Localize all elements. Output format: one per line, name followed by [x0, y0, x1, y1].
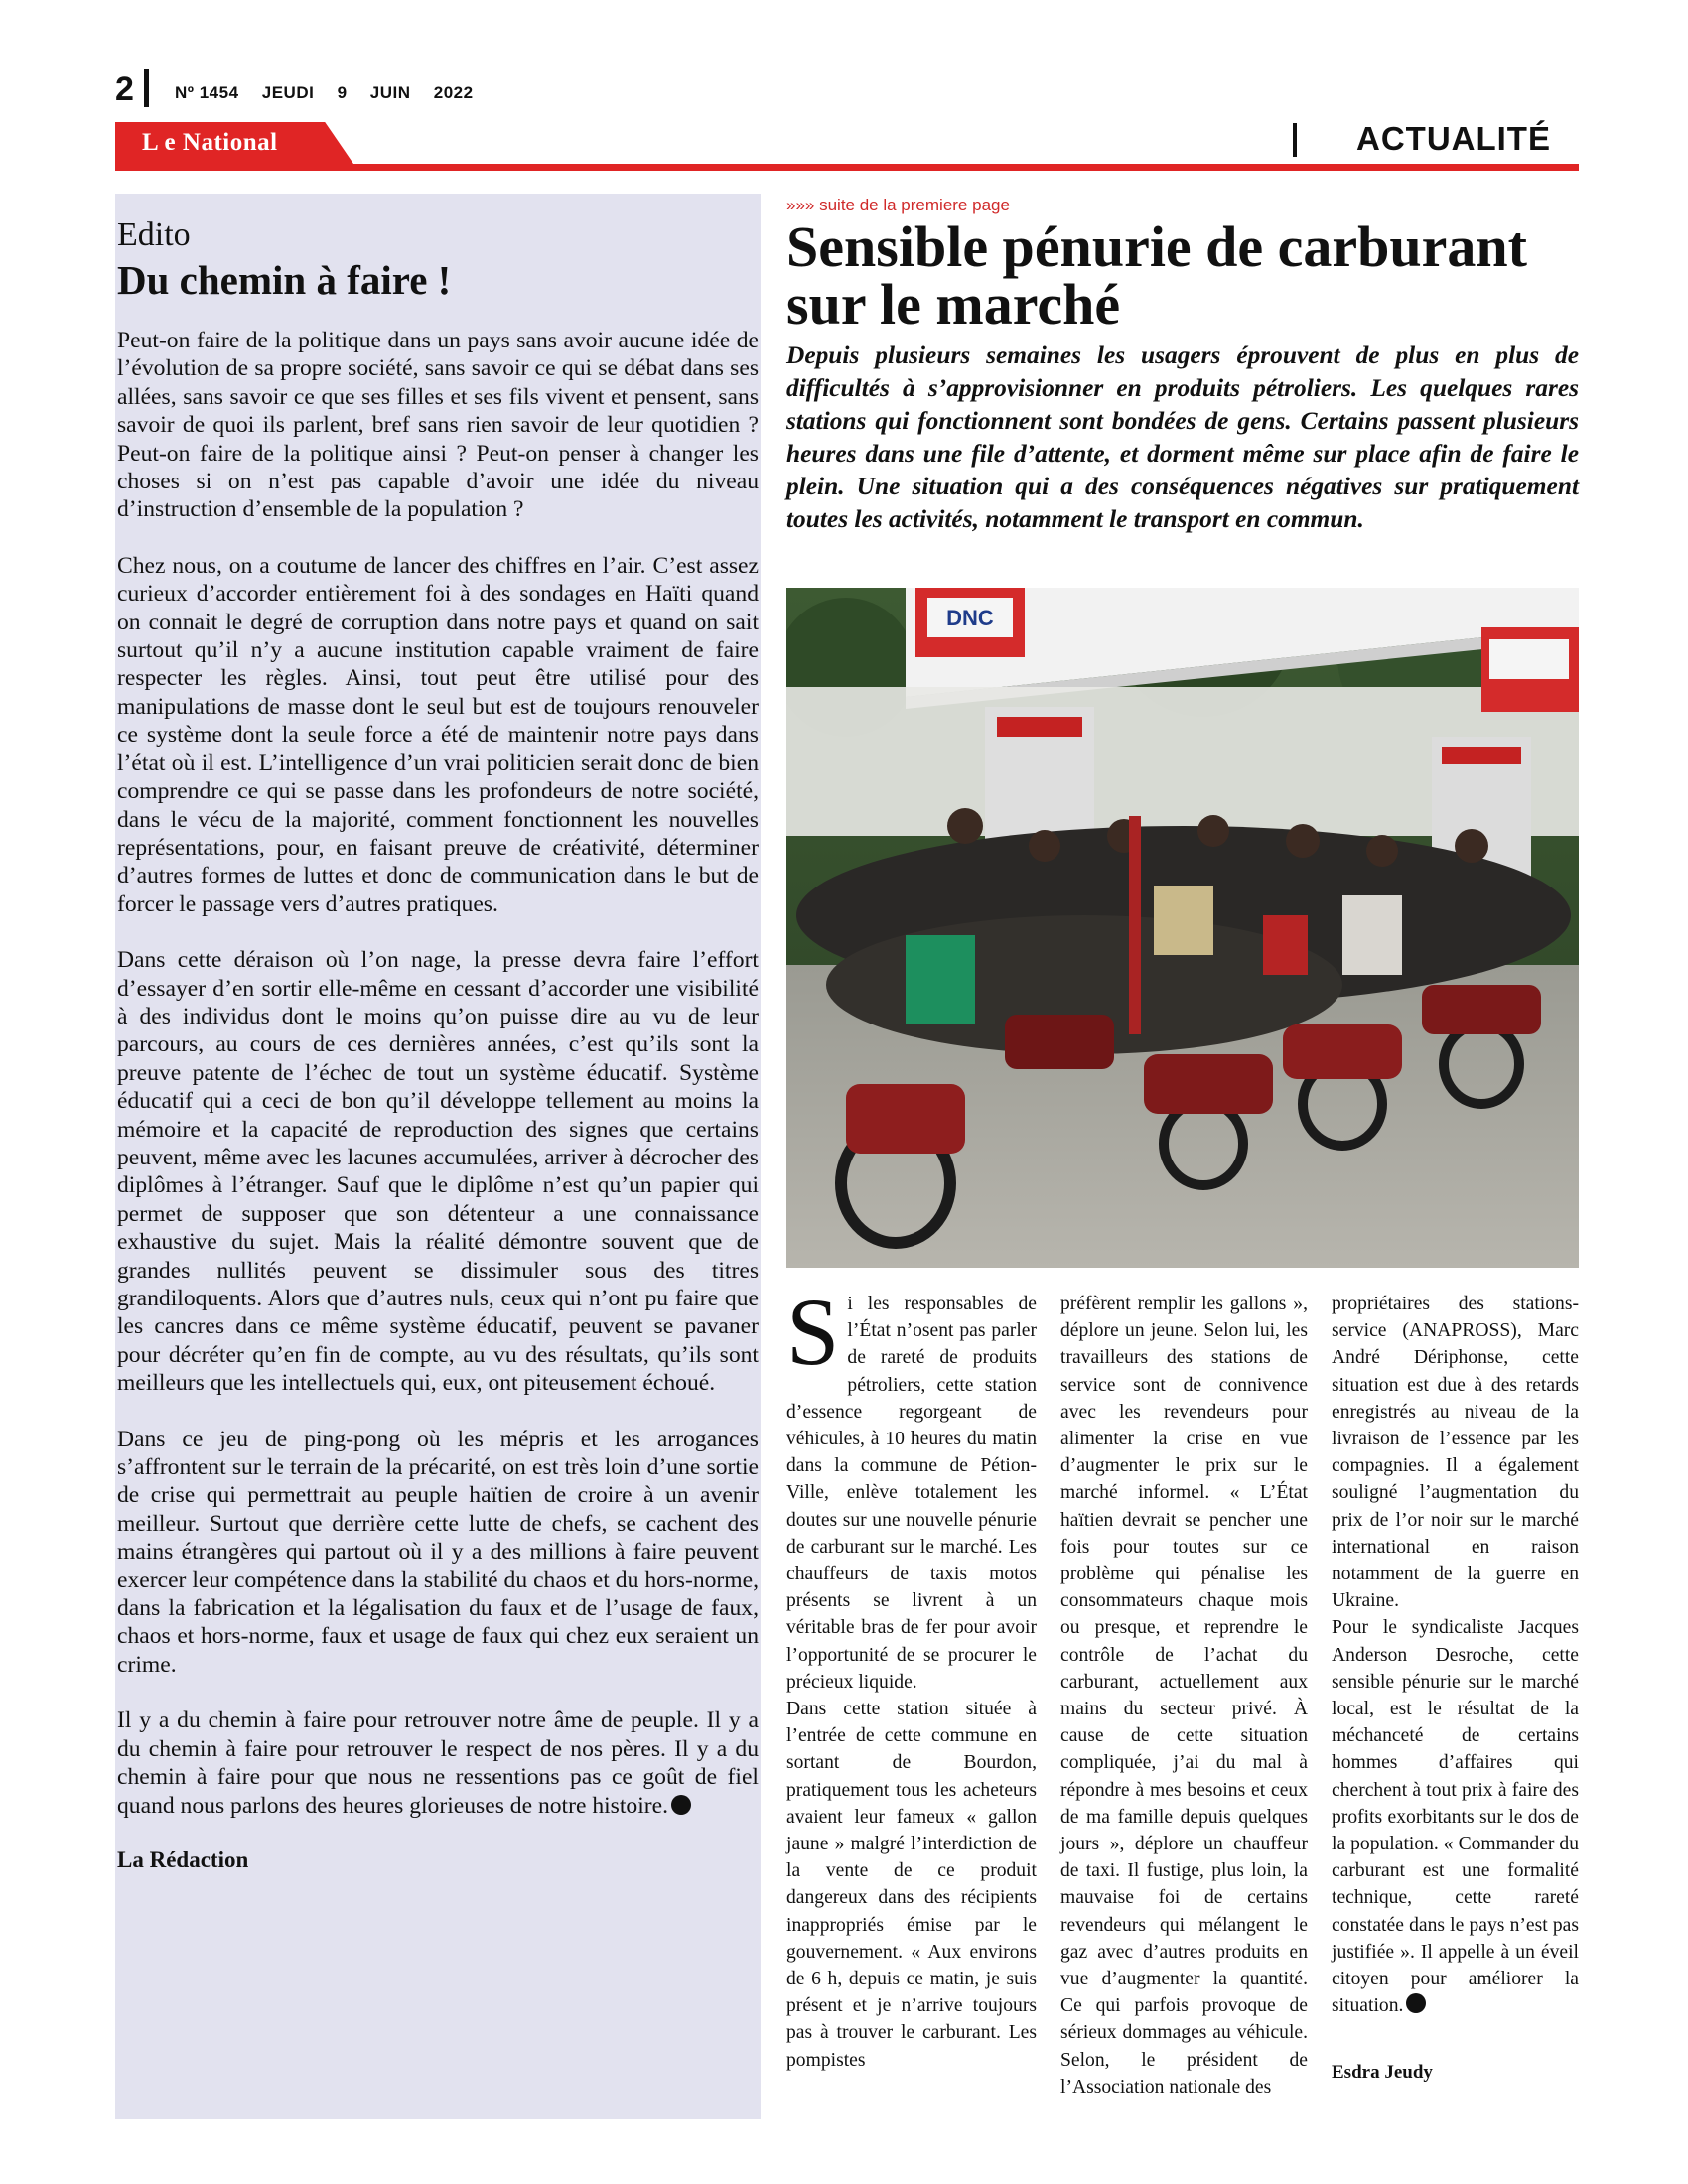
- article-title: Sensible pénurie de carburant sur le marché: [786, 214, 1527, 337]
- issue-weekday: JEUDI: [261, 83, 315, 102]
- edito-paragraph: Peut-on faire de la politique dans un pays sans avoir aucune idée de l’évolution de sa propre société, sans savoir ce qui se débat dans ses allées, sans savoir ce que ses filles et ses fils vivent et pensent, sans savoir de quoi ils parlent, bref sans rien savoir de leur quotidien ? Peut-on faire de la politique ainsi ? Peut-on penser à changer les choses si on n’est pas capable d’avoir une idée du niveau d’instruction d’ensemble de la population ?: [117, 328, 759, 523]
- article-byline: Esdra Jeudy: [1332, 2062, 1433, 2084]
- article-paragraph-last: [1332, 1614, 1579, 2019]
- section-divider: [1293, 123, 1297, 157]
- issue-month: JUIN: [369, 83, 411, 102]
- end-mark-icon: [1406, 1993, 1426, 2013]
- continued-label: »»» suite de la premiere page: [786, 196, 1010, 214]
- article-paragraph: Dans cette station située à l’entrée de cette commune en sortant de Bourdon, pratiquement tous les acheteurs avaient leur fameux « gallon jaune » malgré l’interdiction de la vente de ce produit dangereux dans des récipients inappropriés émise par le gouvernement. « Aux environs de 6 h, depuis ce matin, je suis présent et je n’arrive toujours pas à trouver le carburant. Les pompistes: [786, 1699, 1037, 2071]
- edito-kicker: Edito: [117, 216, 191, 253]
- edito-title: Du chemin à faire !: [117, 257, 452, 303]
- edito-paragraph-text: Il y a du chemin à faire pour retrouver notre âme de peuple. Il y a du chemin à faire pour retrouver le respect de nos pères. Il y a du chemin à faire pour que nous ne ressentions pas ce goût de fiel quand nous parlons des heures glorieuses de notre histoire.: [117, 1707, 759, 1819]
- issue-year: 2022: [433, 83, 474, 102]
- edito-paragraph: Dans cette déraison où l’on nage, la presse devra faire l’effort d’essayer d’en sortir elle-même en cessant d’accorder une visibilité à des individus dont le moins qu’on puisse dire au vu de leur parcours, au cours de ces dernières années, c’est qu’ils sont la preuve patente de l’échec de tout un système éducatif. Système éducatif qui a ceci de bon qu’il développe tellement au moins la mémoire et la capacité de reproduction des signes que certains peuvent, même avec les lacunes accumulées, arriver à décrocher des diplômes à l’étranger. Sauf que le diplôme n’est qu’un papier qui permet de supposer que son détenteur a une connaissance exhaustive du sujet. Mais la réalité démontre souvent que de grandes nullités peuvent se dissimuler sous des titres grandiloquents. Alors que d’autres nuls, ceux qui n’ont pu faire que les cancres dans ce même système éducatif, peuvent se pavaner pour décréter qu’en fin de compte, au vu des résultats, qu’ils sont meilleurs que les intellectuels qui, eux, ont piteusement échoué.: [117, 947, 759, 1397]
- edito-signature: La Rédaction: [117, 1846, 249, 1872]
- article-column-2: [1060, 1291, 1308, 2101]
- edito-paragraph: Chez nous, on a coutume de lancer des chiffres en l’air. C’est assez curieux d’accorder entièrement foi à des sondages en Haïti quand on connait le degré de corruption dans notre pays et quand on sait surtout qu’il n’y a aucune institution capable vraiment de faire respecter les règles. Ainsi, tout peut être utilisé pour des manipulations de masse dont le seul but est de toujours renouveler ce système dont la seule force a été de maintenir notre pays dans l’état où il est. L’intelligence d’un vrai politicien serait donc de bien comprendre ce qui se passe dans les profondeurs de notre société, dans le vécu de la majorité, comment fonctionnent les nouvelles représentations, pour, en faisant preuve de créativité, déterminer d’autres formes de luttes et donc de communication dans le but de forcer le passage vers d’autres pratiques.: [117, 552, 759, 917]
- edito-paragraph: Dans ce jeu de ping-pong où les mépris et les arrogances s’affrontent sur le terrain de la précarité, on est très loin d’une sortie de crise qui permettrait au peuple haïtien de croire à un avenir meilleur. Surtout que derrière cette lutte de chefs, se cachent des mains étrangères qui partout où il y a des millions à faire peuvent exercer leur compétence dans la stabilité du chaos et du hors-norme, dans la fabrication et la légalisation du faux et de l’usage de faux, chaos et hors-norme, faux et usage de faux qui chez eux seraient un crime.: [117, 1426, 759, 1678]
- newspaper-brand: L e National: [142, 129, 278, 156]
- edito-paragraph-last: [117, 1706, 759, 1820]
- header-divider: [144, 69, 149, 107]
- article-paragraph-text: Pour le syndicaliste Jacques Anderson Desroche, cette sensible pénurie sur le marché local, est le résultat de la méchanceté de certains hommes d’affaires qui cherchent à tout prix à faire des profits exorbitants sur le dos de la population. « Commander du carburant est une formalité technique, cette rareté constatée dans le pays n’est pas justifiée ». Il appelle à un éveil citoyen pour améliorer la situation.: [1332, 1617, 1579, 2017]
- article-lede: Depuis plusieurs semaines les usagers éprouvent de plus en plus de difficultés à s’approvisionner en produits pétroliers. Les quelques rares stations qui fonctionnent sont bondées de gens. Certains passent plusieurs heures dans une file d’attente, et dorment même sur place afin de faire le plein. Une situation qui a des conséquences négatives sur pratiquement toutes les activités, notamment le transport en commun.: [786, 341, 1579, 533]
- page-number: 2: [115, 70, 134, 108]
- gas-station-crowd-image: [786, 588, 1579, 1268]
- article-paragraph: préfèrent remplir les gallons », déplore un jeune. Selon lui, les travailleurs des stations de service sont de connivence avec les revendeurs pour alimenter la crise en vue d’augmenter le prix sur le marché informel. « L’État haïtien devrait se pencher une fois pour toutes sur ce problème qui pénalise les consommateurs chaque mois ou presque, et reprendre le contrôle de l’achat du carburant, actuellement aux mains du secteur privé. À cause de cette situation compliquée, j’ai du mal à répondre à mes besoins et ceux de ma famille depuis quelques jours », déplore un chauffeur de taxi. Il fustige, plus loin, la mauvaise foi de certains revendeurs qui mélangent le gaz avec d’autres produits en vue d’augmenter la quantité. Ce qui parfois provoque de sérieux dommages au véhicule. Selon, le président de l’Association nationale des: [1060, 1294, 1308, 2098]
- article-paragraph-text: i les responsables de l’État n’osent pas parler de rareté de produits pétroliers, cette station d’essence regorgeant de véhicules, à 10 heures du matin dans la commune de Pétion-Ville, enlève totalement les doutes sur une nouvelle pénurie de carburant sur le marché. Les chauffeurs de taxis motos présents se livrent à un véritable bras de fer pour avoir l’opportunité de se procurer le précieux liquide.: [786, 1294, 1037, 1693]
- end-mark-icon: [671, 1795, 691, 1815]
- article-column-3: [1332, 1291, 1579, 2087]
- article-column-1: [786, 1279, 1037, 2074]
- edito-column: [115, 194, 761, 2119]
- drop-cap: S: [786, 1279, 840, 1385]
- section-label: ACTUALITÉ: [1356, 120, 1551, 157]
- issue-date-line: [175, 83, 492, 103]
- issue-number: Nº 1454: [175, 83, 239, 102]
- photo-sign-text: DNC: [946, 606, 994, 630]
- article-photo: [786, 588, 1579, 1268]
- article-paragraph: propriétaires des stations-service (ANAPROSS), Marc André Dériphonse, cette situation est due à des retards enregistrés au niveau de la livraison de l’essence par les compagnies. Il a également souligné l’augmentation du prix de l’or noir sur le marché international en raison notamment de la guerre en Ukraine.: [1332, 1294, 1579, 1612]
- article-paragraph: [786, 1279, 1037, 1696]
- header-rule: [115, 164, 1579, 171]
- issue-day: 9: [337, 83, 348, 102]
